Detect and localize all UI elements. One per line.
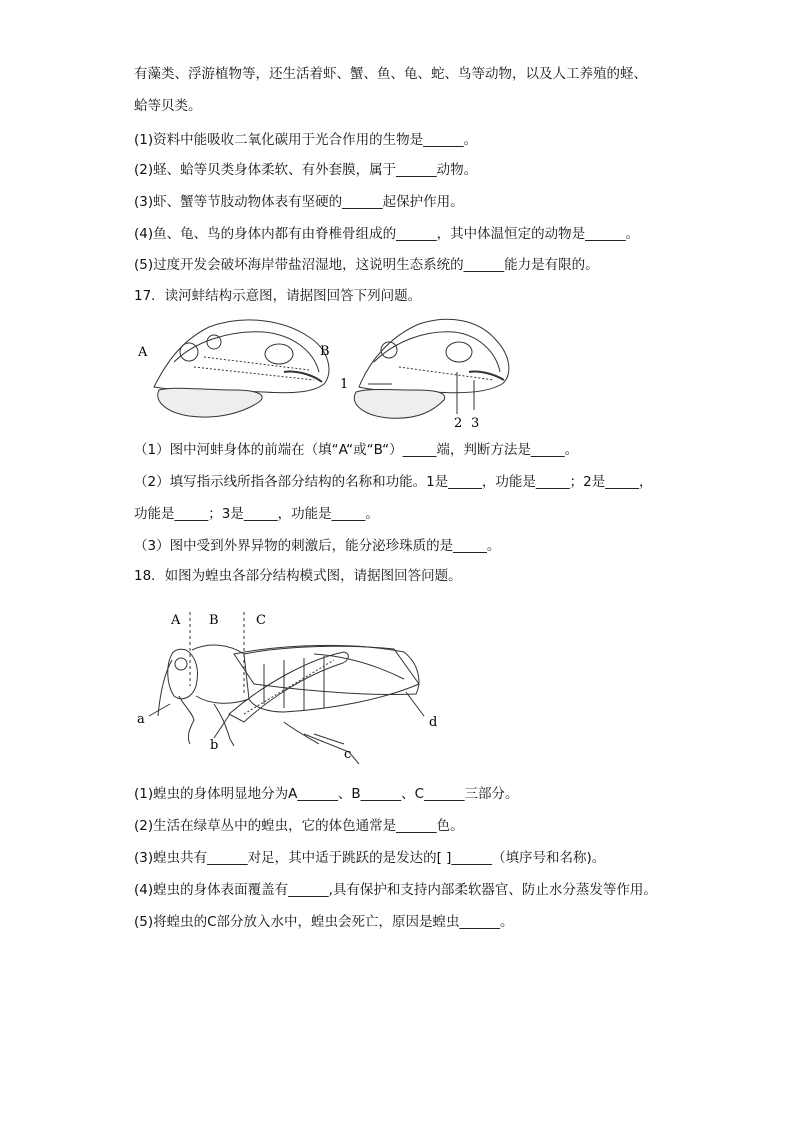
- mussel-label-b: B: [320, 344, 330, 359]
- question-16-5: (5)过度开发会破坏海岸带盐沼湿地，这说明生态系统的______能力是有限的。: [134, 257, 599, 273]
- question-16-2: (2)蛏、蛤等贝类身体柔软、有外套膜，属于______动物。: [134, 162, 478, 178]
- grasshopper-label-d-wing: d: [429, 715, 438, 730]
- grasshopper-label-a-region: A: [171, 613, 181, 628]
- text-line-1: 有藻类、浮游植物等，还生活着虾、蟹、鱼、龟、蛇、鸟等动物，以及人工养殖的蛏、: [134, 66, 647, 82]
- grasshopper-label-a-antenna: a: [137, 712, 145, 727]
- mussel-label-a: A: [138, 345, 148, 360]
- question-17-3: （3）图中受到外界异物的刺激后，能分泌珍珠质的是_____。: [134, 538, 501, 554]
- mussel-label-1: 1: [340, 377, 349, 392]
- text-line-2: 蛤等贝类。: [134, 98, 202, 114]
- question-17-2-b: 功能是_____；3是_____，功能是_____。: [134, 506, 379, 522]
- question-16-4: (4)鱼、龟、鸟的身体内都有由脊椎骨组成的______，其中体温恒定的动物是______。: [134, 226, 640, 242]
- grasshopper-label-b-region: B: [209, 613, 219, 628]
- mussel-label-3: 3: [471, 416, 480, 431]
- grasshopper-drawing: [158, 645, 419, 764]
- question-18-1: (1)蝗虫的身体明显地分为A______、B______、C______三部分。: [134, 786, 519, 802]
- mussel-right-drawing: [354, 319, 509, 418]
- question-16-3: (3)虾、蟹等节肢动物体表有坚硬的______起保护作用。: [134, 194, 464, 210]
- question-18-4: (4)蝗虫的身体表面覆盖有______,具有保护和支持内部柔软器官、防止水分蒸发等作用。: [134, 882, 657, 898]
- grasshopper-label-c-region: C: [256, 613, 266, 628]
- mussel-structure-figure: [134, 312, 524, 432]
- question-17-title: 17．读河蚌结构示意图，请据图回答下列问题。: [134, 288, 422, 304]
- question-16-1: (1)资料中能吸收二氧化碳用于光合作用的生物是______。: [134, 132, 478, 148]
- question-18-2: (2)生活在绿草丛中的蝗虫，它的体色通常是______色。: [134, 818, 464, 834]
- question-17-2-a: （2）填写指示线所指各部分结构的名称和功能。1是_____，功能是_____；2是_____，: [134, 474, 653, 490]
- question-18-3: (3)蝗虫共有______对足，其中适于跳跃的是发达的[ ]______（填序号和名称)。: [134, 850, 606, 866]
- grasshopper-structure-figure: [134, 604, 454, 774]
- mussel-label-2: 2: [454, 416, 463, 431]
- grasshopper-label-b-leg: b: [210, 738, 219, 753]
- mussel-left-drawing: [154, 320, 329, 417]
- question-17-1: （1）图中河蚌身体的前端在（填“A“或“B“）_____端，判断方法是_____。: [134, 442, 579, 458]
- question-18-title: 18．如图为蝗虫各部分结构模式图，请据图回答问题。: [134, 568, 462, 584]
- question-18-5: (5)将蝗虫的C部分放入水中，蝗虫会死亡，原因是蝗虫______。: [134, 914, 514, 930]
- grasshopper-label-c-leg: c: [344, 747, 352, 762]
